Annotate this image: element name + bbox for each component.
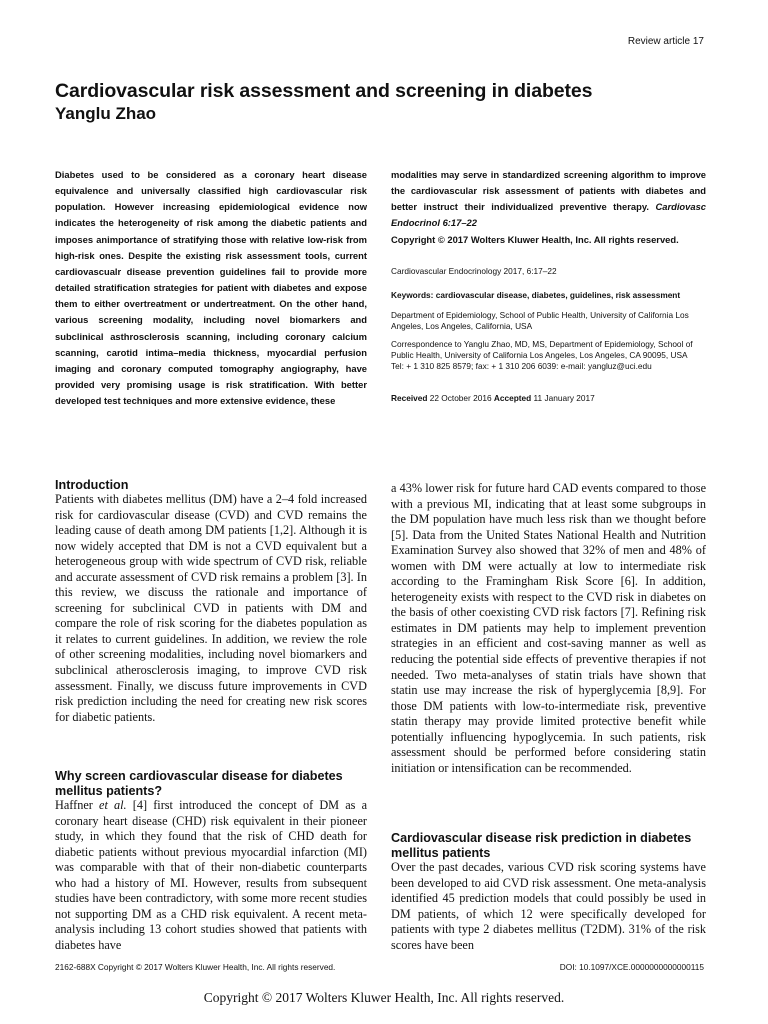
cvd-prediction-heading: Cardiovascular disease risk prediction in diabetes mellitus patients — [391, 831, 692, 860]
accepted-label: Accepted — [493, 393, 532, 403]
abstract-continuation: modalities may serve in standardized screening algorithm to improve the cardiovascular risk assessment of patients with diabetes and better instruct their individualized preventive therapy. — [391, 169, 706, 213]
correspondence-contact: Tel: + 1 310 825 8579; fax: + 1 310 206 6039: e-mail: yangluz@uci.edu — [391, 361, 652, 371]
abstract-copyright: Copyright © 2017 Wolters Kluwer Health, Inc. All rights reserved. — [391, 233, 679, 245]
why-screen-text — [55, 798, 367, 953]
right-column-text: a 43% lower risk for future hard CAD events compared to those with a previous MI, indicating that at least some subgroups in the DM population have much less risk than we thought before [5]. Data from the United States National Health and Nutrition Examination Survey also showed that 32% of men and 48% of women with DM were actually at low to intermediate risk according to the Framingham Risk Score [6]. In addition, heterogeneity exists with respect to the CVD risk in diabetes on the basis of other coexisting CVD risk factors [7]. Refining risk estimates in DM patients may help to implement prevention strategies in an efficient and cost-saving manner as well as reducing the potential side effects of preventive therapies if not needed. Two meta-analyses of statin trials have shown that statin use may increase the risk of hyperglycemia [8,9]. For those DM patients with low-to-intermediate risk, preventive statin therapy may provide limited protective benefit while potentially influencing hypoglycemia. In such patients, risk assessment should be performed before considering statin initiation or intensification can be recommended. — [391, 481, 706, 775]
article-dates — [391, 393, 709, 404]
why-screen-text-start: Haffner — [55, 798, 93, 812]
article-title: Cardiovascular risk assessment and screening in diabetes — [55, 80, 593, 102]
keywords: Keywords: cardiovascular disease, diabetes, guidelines, risk assessment — [391, 290, 681, 300]
why-screen-heading: Why screen cardiovascular disease for diabetes mellitus patients? — [55, 769, 343, 798]
copyright-bar: Copyright © 2017 Wolters Kluwer Health, Inc. All rights reserved. — [203, 990, 565, 1005]
why-screen-text-rest: [4] first introduced the concept of DM as a coronary heart disease (CHD) risk equivalent in their pioneer study, in which they found that the risk of CHD death for diabetic patients without previous myocardial infarction (MI) was comparable with that of their non-diabetic counterparts who had a history of MI. However, results from subsequent studies have been contradictory, with some more recent studies not supporting DM as a CHD risk equivalent. A recent meta-analysis including 13 cohort studies showed that patients with diabetes have — [55, 798, 368, 952]
introduction-text: Patients with diabetes mellitus (DM) have a 2–4 fold increased risk for cardiovascular disease (CVD) and CVD remains the leading cause of death among DM patients [1,2]. Although it is now widely accepted that DM is not a CVD equivalent but a heterogeneous group with wide spectrum of CVD risk, reliable and accurate assessment of CVD risk remains a problem [3]. In this review, we discuss the rationale and importance of screening for subclinical CVD in patients with DM and compare the role of risk scoring for the diabetes population as it relates to current guidelines. In addition, we review the role of other screening modalities, including novel biomarkers and subclinical atherosclerosis imaging, to improve CVD risk assessment. Finally, we discuss future improvements in CVD risk prediction including the need for creating new risk scores for diabetic patients. — [55, 492, 367, 724]
footer-doi: DOI: 10.1097/XCE.0000000000000115 — [559, 962, 704, 972]
received-date: 22 October 2016 — [429, 393, 492, 403]
cvd-prediction-text: Over the past decades, various CVD risk scoring systems have been developed to aid CVD risk assessment. One meta-analysis identified 45 prediction models that could possibly be used in DM patients, of which 12 were specifically developed for patients with type 2 diabetes mellitus (T2DM). 31% of the risk scores have been — [391, 860, 706, 952]
abstract-citation: Cardiovasc Endocrinol 6:17–22 — [391, 201, 707, 229]
author-name: Yanglu Zhao — [55, 104, 157, 123]
correspondence-address: Correspondence to Yanglu Zhao, MD, MS, Department of Epidemiology, School of Public Health, University of California Los Angeles, Los Angeles, CA 90095, USA — [391, 339, 693, 360]
correspondence — [391, 339, 709, 372]
footer-issn: 2162-688X Copyright © 2017 Wolters Kluwer Health, Inc. All rights reserved. — [55, 962, 336, 972]
introduction-heading: Introduction — [55, 478, 129, 492]
journal-citation: Cardiovascular Endocrinology 2017, 6:17–22 — [391, 266, 557, 276]
running-head: Review article 17 — [627, 36, 704, 47]
received-label: Received — [391, 393, 428, 403]
affiliation: Department of Epidemiology, School of Public Health, University of California Los Angeles, Los Angeles, California, USA — [391, 310, 689, 331]
why-screen-et-al: et al. — [99, 798, 127, 812]
abstract-left-column: Diabetes used to be considered as a coronary heart disease equivalence and universally classified high cardiovascular risk population. However increasing epidemiological evidence now indicates the heterogeneity of risk among the diabetic patients and imposes animportance of stratifying those with relative low-risk from high-risk ones. Despite the existing risk assessment tools, current cardiovascualr disease prevention guidelines fail to provide more detailed stratification strategies for patient with diabetes and expose them to either overtreatment or undertreatment. On the other hand, various screening modality, including novel biomarkers and subclinical asthrosclerosis scanning, including coronary calcium scanning, carotid intima–media thickness, myocardial perfusion imaging and coronary computed tomography angiography, have provided very promising usage is risk stratification. With better developed test techniques and more extensive evidence, these — [55, 169, 367, 407]
accepted-date: 11 January 2017 — [533, 393, 595, 403]
abstract-right-column — [391, 167, 706, 248]
